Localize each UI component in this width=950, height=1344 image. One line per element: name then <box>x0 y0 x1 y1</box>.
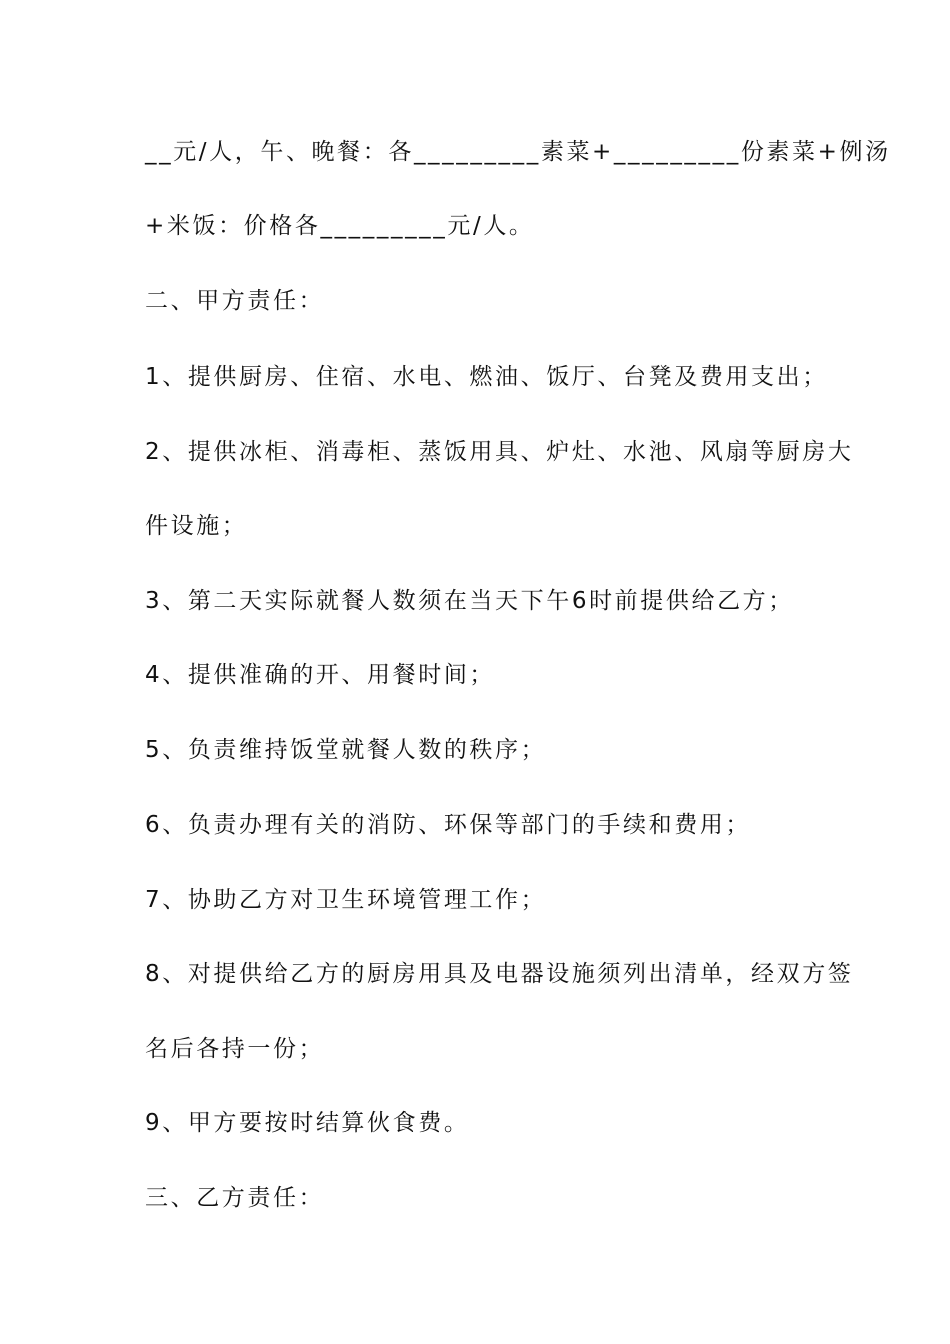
list-item-3: 3、第二天实际就餐人数须在当天下午6时前提供给乙方； <box>145 588 794 614</box>
list-item-6: 6、负责办理有关的消防、环保等部门的手续和费用； <box>145 812 752 838</box>
list-item-2-continued: 件设施； <box>145 513 248 539</box>
list-item-1: 1、提供厨房、住宿、水电、燃油、饭厅、台凳及费用支出； <box>145 364 828 390</box>
list-item-8: 8、对提供给乙方的厨房用具及电器设施须列出清单，经双方签 <box>145 961 854 987</box>
list-item-7: 7、协助乙方对卫生环境管理工作； <box>145 887 547 913</box>
list-item-2: 2、提供冰柜、消毒柜、蒸饭用具、炉灶、水池、风扇等厨房大 <box>145 439 854 465</box>
list-item-8-continued: 名后各持一份； <box>145 1036 325 1062</box>
text-line-rice-price: +米饭：价格各_________元/人。 <box>145 213 535 239</box>
section-heading-party-a: 二、甲方责任： <box>145 288 325 314</box>
list-item-5: 5、负责维持饭堂就餐人数的秩序； <box>145 737 547 763</box>
list-item-9: 9、甲方要按时结算伙食费。 <box>145 1110 470 1136</box>
list-item-4: 4、提供准确的开、用餐时间； <box>145 662 496 688</box>
text-line-meal-price: __元/人，午、晚餐：各_________素菜+_________份素菜+例汤 <box>145 139 891 165</box>
section-heading-party-b: 三、乙方责任： <box>145 1185 325 1211</box>
